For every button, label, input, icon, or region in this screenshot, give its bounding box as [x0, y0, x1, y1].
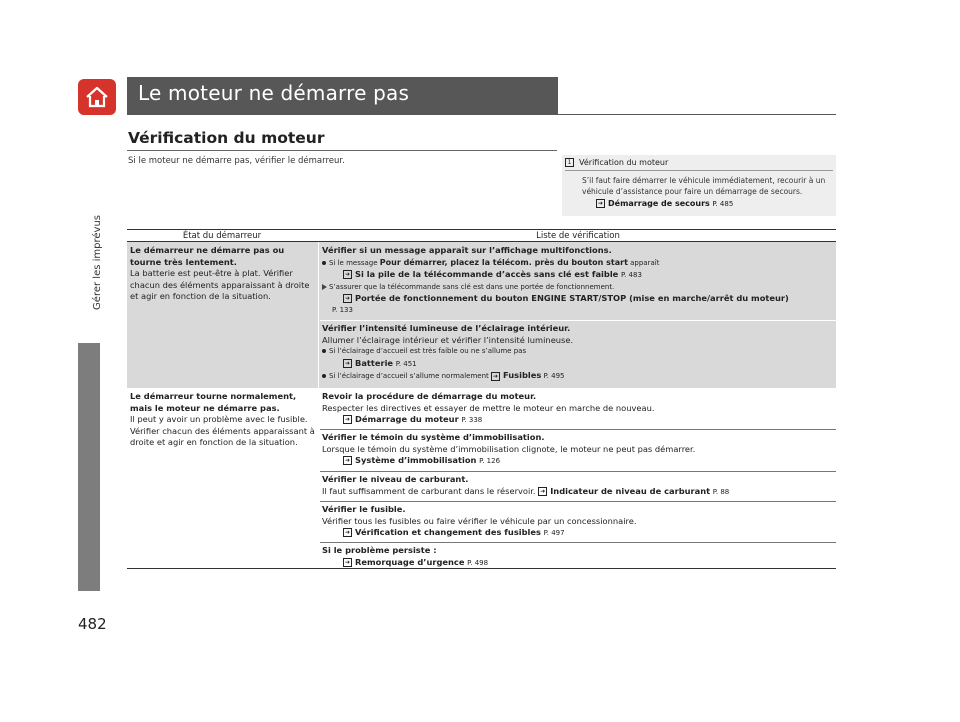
column-divider: [318, 242, 319, 388]
reference-arrow-icon: ➜: [344, 416, 351, 423]
reference-link[interactable]: ➜ Indicateur de niveau de carburant P. 88: [540, 485, 730, 496]
reference-link[interactable]: ➜ Si la pile de la télécommande d’accès sans clé est faible P. 483: [344, 269, 642, 279]
home-button[interactable]: [78, 79, 116, 115]
row-divider: [320, 320, 836, 321]
table-top-border: [127, 229, 836, 230]
row-divider: [320, 471, 836, 472]
reference-arrow-icon: ➜: [344, 457, 351, 464]
reference-arrow-icon: ➜: [344, 271, 351, 278]
header-divider: [127, 114, 836, 115]
sidebar-label: Gérer les imprévus: [92, 215, 103, 310]
reference-link[interactable]: ➜ Fusibles P. 495: [492, 370, 565, 380]
state-cell-1: Le démarreur ne démarre pas ou tourne très lentement. La batterie est peut-être à plat. Vérifier chacun des éléments apparaissant à droite et agir en fonction de la situation.: [130, 245, 310, 301]
page-number: 482: [78, 615, 107, 633]
triangle-icon: [322, 284, 327, 290]
section-divider: [127, 150, 557, 151]
section-title: Vérification du moteur: [128, 129, 325, 147]
note-title: Vérification du moteur: [579, 158, 669, 167]
reference-link[interactable]: ➜ Démarrage du moteur P. 338: [344, 414, 483, 424]
reference-link[interactable]: ➜ Système d’immobilisation P. 126: [344, 455, 501, 465]
state-cell-2: Le démarreur tourne normalement, mais le moteur ne démarre pas. Il peut y avoir un problème avec le fusible. Vérifier chacun des éléments apparaissant à droite et agir en fonction de la situation.: [130, 391, 315, 447]
reference-arrow-icon: ➜: [344, 359, 351, 367]
note-box: [562, 155, 836, 216]
section-intro: Si le moteur ne démarre pas, vérifier le démarreur.: [128, 156, 345, 166]
note-reference[interactable]: ➜ Démarrage de secours P. 485: [597, 199, 734, 208]
note-header: [565, 158, 668, 167]
row-divider: [320, 429, 836, 430]
reference-link[interactable]: ➜ Remorquage d’urgence P. 498: [344, 556, 489, 567]
row-divider: [320, 542, 836, 543]
bullet-icon: [322, 261, 326, 265]
checklist-cell-2: Vérifier l’intensité lumineuse de l’éclairage intérieur. Allumer l’éclairage intérieur et vérifier l’intensité lumineuse. Si l’éclairage d’accueil est très faible ou ne s’allume pas ➜ Batterie P. 451 Si l’éclairage d’accueil s’allume normalement ➜ Fusibles P. 495: [322, 323, 834, 383]
bullet-icon: [322, 374, 326, 378]
checklist-cell-3: Revoir la procédure de démarrage du moteur. Respecter les directives et essayer de mettre le moteur en marche de nouveau. ➜ Démarrage du moteur P. 338: [322, 391, 834, 427]
checklist-cell-6: Vérifier le fusible. Vérifier tous les fusibles ou faire vérifier le véhicule par un concessionnaire. ➜ Vérification et changement des fusibles P. 497: [322, 504, 834, 540]
checklist-cell-5: Vérifier le niveau de carburant. Il faut suffisamment de carburant dans le réservoir. ➜ Indicateur de niveau de carburant P. 88: [322, 474, 730, 496]
row-divider: [320, 501, 836, 502]
table-bottom-border: [127, 568, 836, 569]
checklist-cell-7: Si le problème persiste : ➜ Remorquage d’urgence P. 498: [322, 545, 834, 569]
reference-arrow-icon: ➜: [597, 200, 604, 207]
reference-link[interactable]: ➜ Batterie P. 451: [344, 357, 417, 368]
column-header-state: État du démarreur: [182, 231, 262, 241]
reference-arrow-icon: ➜: [344, 529, 351, 536]
reference-arrow-icon: ➜: [344, 295, 351, 302]
reference-arrow-icon: ➜: [540, 487, 546, 495]
reference-arrow-icon: ➜: [492, 372, 499, 380]
reference-link[interactable]: ➜ Vérification et changement des fusibles P. 497: [344, 527, 565, 537]
bullet-icon: [322, 349, 326, 353]
reference-link[interactable]: ➜ Portée de fonctionnement du bouton ENGINE START/STOP (mise en marche/arrêt du moteur): [344, 293, 789, 303]
note-body: S’il faut faire démarrer le véhicule immédiatement, recourir à un véhicule d’assistance pour faire un démarrage de secours.: [582, 176, 826, 196]
home-icon: [84, 85, 110, 109]
column-header-checklist: Liste de vérification: [536, 231, 620, 241]
checklist-cell-4: Vérifier le témoin du système d’immobilisation. Lorsque le témoin du système d’immobilisation clignote, le moteur ne peut pas démarrer. ➜ Système d’immobilisation P. 126: [322, 432, 834, 468]
note-number-icon: 1: [565, 158, 574, 167]
note-divider: [565, 170, 833, 171]
checklist-cell-1: Vérifier si un message apparaît sur l’affichage multifonctions. Si le message Pour démarrer, placez la télécom. près du bouton start apparaît ➜ Si la pile de la télécommande d’accès sans clé est faible P. 483 S’assurer que la télécommande sans clé est dans une portée de fonctionnement. ➜ Portée de fonctionnement du bouton ENGINE START/STOP (mise en marche/arrêt du moteur) P. 133: [322, 245, 834, 316]
reference-arrow-icon: ➜: [344, 558, 351, 566]
page-title: Le moteur ne démarre pas: [138, 81, 410, 105]
